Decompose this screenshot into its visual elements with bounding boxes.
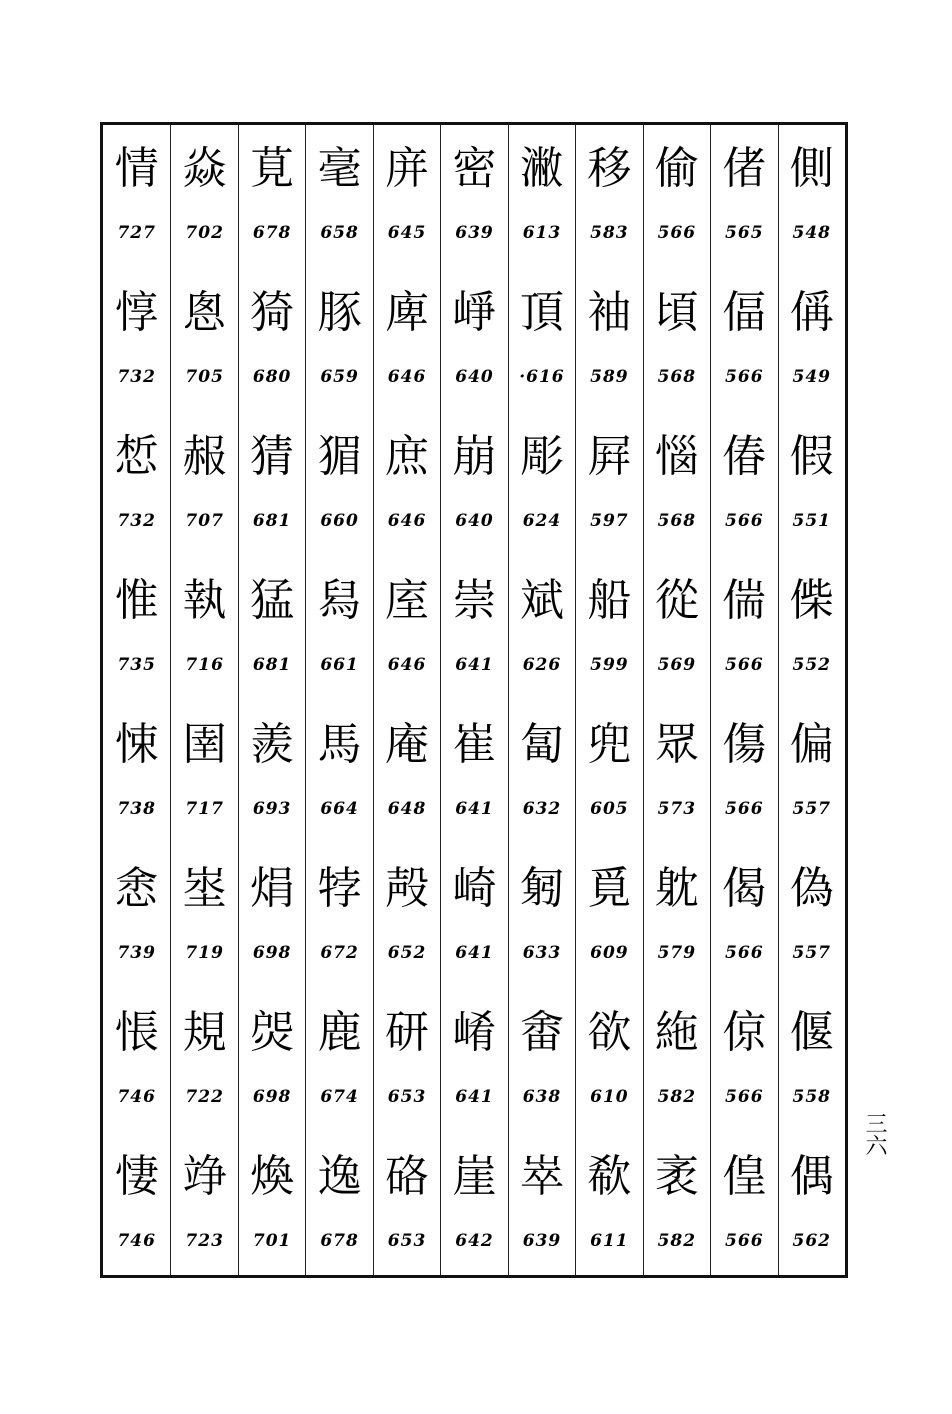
entry-page-number: 633 — [522, 943, 562, 963]
entry-character: 惱 — [654, 431, 699, 482]
entry-page-number: 680 — [252, 367, 292, 387]
entry-page-number: 638 — [522, 1087, 562, 1107]
entry-page-number: 693 — [252, 799, 292, 819]
index-column — [305, 125, 372, 1275]
entry-page-number: 646 — [387, 655, 427, 675]
entry-page-number: 732 — [117, 367, 156, 387]
entry-character: 豚 — [317, 287, 362, 338]
index-entry — [103, 125, 170, 269]
entry-page-number: 566 — [725, 655, 764, 675]
entry-character: 竫 — [182, 1151, 227, 1202]
entry-character: 偃 — [789, 1007, 834, 1058]
entry-character: 偏 — [789, 719, 834, 770]
index-entry — [779, 701, 845, 845]
index-entry — [103, 413, 170, 557]
entry-character: 逸 — [317, 1151, 362, 1202]
entry-character: 執 — [182, 575, 227, 626]
index-entry — [644, 413, 710, 557]
entry-page-number: 599 — [590, 655, 629, 675]
entry-page-number: 645 — [387, 223, 427, 243]
index-entry — [509, 989, 575, 1133]
index-entry — [711, 845, 777, 989]
entry-character: 猛 — [250, 575, 295, 626]
entry-character: 赧 — [182, 431, 227, 482]
entry-character: 莧 — [250, 143, 295, 194]
entry-page-number: 698 — [252, 1087, 292, 1107]
index-column — [508, 125, 575, 1275]
entry-character: 庳 — [385, 287, 430, 338]
entry-character: 規 — [182, 1007, 227, 1058]
entry-page-number: 681 — [252, 511, 292, 531]
entry-page-number: 552 — [792, 655, 831, 675]
index-entry — [509, 557, 575, 701]
index-entry — [441, 989, 507, 1133]
entry-character: 袤 — [654, 1151, 699, 1202]
entry-character: 絁 — [654, 1007, 699, 1058]
index-entry — [441, 269, 507, 413]
index-entry — [509, 125, 575, 269]
entry-page-number: 664 — [320, 799, 359, 819]
entry-page-number: 641 — [455, 1087, 494, 1107]
index-entry — [171, 125, 237, 269]
index-entry — [239, 413, 305, 557]
entry-character: 鹿 — [317, 1007, 362, 1058]
entry-page-number: 678 — [320, 1231, 359, 1251]
index-entry — [576, 125, 642, 269]
index-entry — [103, 557, 170, 701]
entry-character: 猜 — [250, 431, 295, 482]
index-entry — [171, 845, 237, 989]
entry-character: 崔 — [452, 719, 497, 770]
entry-page-number: 639 — [522, 1231, 562, 1251]
entry-page-number: 579 — [657, 943, 697, 963]
entry-character: 頂 — [519, 287, 564, 338]
entry-character: 馬 — [317, 719, 362, 770]
index-entry — [779, 269, 845, 413]
entry-page-number: 597 — [590, 511, 629, 531]
entry-character: 偳 — [722, 575, 767, 626]
index-entry — [171, 557, 237, 701]
index-entry — [509, 413, 575, 557]
entry-character: 偁 — [789, 287, 834, 338]
entry-page-number: 661 — [320, 655, 359, 675]
index-column — [643, 125, 710, 1275]
index-entry — [779, 845, 845, 989]
index-entry — [779, 557, 845, 701]
entry-page-number: 701 — [252, 1231, 292, 1251]
index-entry — [779, 1133, 845, 1277]
entry-character: 假 — [789, 431, 834, 482]
entry-character: 倞 — [722, 1007, 767, 1058]
index-column — [778, 125, 845, 1275]
index-entry — [374, 701, 440, 845]
entry-page-number: 727 — [117, 223, 156, 243]
entry-character: 悽 — [114, 1151, 159, 1202]
entry-page-number: 632 — [522, 799, 562, 819]
index-entry — [441, 701, 507, 845]
index-entry — [374, 413, 440, 557]
entry-character: 崇 — [452, 575, 497, 626]
index-entry — [374, 125, 440, 269]
index-entry — [644, 701, 710, 845]
entry-page-number: 583 — [590, 223, 629, 243]
entry-character: 偈 — [722, 863, 767, 914]
index-entry — [103, 845, 170, 989]
index-entry — [306, 989, 372, 1133]
index-entry — [644, 557, 710, 701]
index-entry — [239, 269, 305, 413]
entry-page-number: 738 — [117, 799, 156, 819]
index-entry — [441, 125, 507, 269]
entry-page-number: 582 — [657, 1231, 697, 1251]
entry-character: 崩 — [452, 431, 497, 482]
index-entry — [576, 269, 642, 413]
index-entry — [441, 1133, 507, 1277]
entry-page-number: 672 — [320, 943, 359, 963]
entry-character: 埊 — [182, 863, 227, 914]
entry-character: 惁 — [114, 431, 159, 482]
entry-character: 偟 — [722, 1151, 767, 1202]
index-entry — [644, 125, 710, 269]
index-entry — [374, 845, 440, 989]
entry-page-number: 717 — [185, 799, 224, 819]
entry-page-number: 605 — [590, 799, 629, 819]
entry-character: 屛 — [587, 431, 632, 482]
entry-page-number: 735 — [117, 655, 156, 675]
entry-character: 潎 — [519, 143, 564, 194]
entry-page-number: 557 — [792, 943, 831, 963]
entry-character: 舄 — [317, 575, 362, 626]
entry-character: 偽 — [789, 863, 834, 914]
entry-page-number: 719 — [185, 943, 224, 963]
entry-character: 硌 — [385, 1151, 430, 1202]
entry-character: 畬 — [519, 1007, 564, 1058]
index-entry — [509, 1133, 575, 1277]
entry-page-number: 674 — [320, 1087, 359, 1107]
entry-character: 庶 — [385, 431, 430, 482]
index-entry — [374, 989, 440, 1133]
index-entry — [441, 557, 507, 701]
index-column — [575, 125, 642, 1275]
entry-page-number: 558 — [792, 1087, 831, 1107]
entry-page-number: 568 — [657, 511, 697, 531]
index-column — [440, 125, 507, 1275]
index-entry — [779, 125, 845, 269]
index-entry — [711, 557, 777, 701]
entry-page-number: 698 — [252, 943, 292, 963]
entry-character: 斌 — [519, 575, 564, 626]
entry-page-number: 566 — [725, 367, 764, 387]
entry-page-number: 707 — [185, 511, 224, 531]
entry-character: 庢 — [385, 575, 430, 626]
entry-character: 焈 — [250, 1007, 295, 1058]
entry-character: 船 — [587, 575, 632, 626]
entry-page-number: 609 — [590, 943, 629, 963]
entry-character: 研 — [385, 1007, 430, 1058]
entry-page-number: 624 — [522, 511, 562, 531]
entry-character: 㹀 — [317, 863, 362, 914]
entry-character: 崖 — [452, 1151, 497, 1202]
entry-page-number: 573 — [657, 799, 697, 819]
index-entry — [576, 1133, 642, 1277]
entry-page-number: 659 — [320, 367, 359, 387]
entry-character: 頃 — [654, 287, 699, 338]
entry-page-number: 678 — [252, 223, 292, 243]
index-entry — [441, 845, 507, 989]
entry-page-number: 732 — [117, 511, 156, 531]
entry-page-number: 642 — [455, 1231, 494, 1251]
entry-character: 悚 — [114, 719, 159, 770]
entry-page-number: 565 — [725, 223, 764, 243]
index-entry — [779, 989, 845, 1133]
index-entry — [711, 701, 777, 845]
entry-page-number: ·616 — [519, 367, 565, 387]
entry-page-number: 641 — [455, 655, 494, 675]
entry-page-number: 562 — [792, 1231, 831, 1251]
entry-page-number: 566 — [657, 223, 697, 243]
entry-page-number: 566 — [725, 511, 764, 531]
index-entry — [374, 557, 440, 701]
entry-page-number: 681 — [252, 655, 292, 675]
entry-character: 惇 — [114, 287, 159, 338]
entry-page-number: 589 — [590, 367, 629, 387]
index-entry — [306, 557, 372, 701]
entry-character: 情 — [114, 143, 159, 194]
entry-character: 猸 — [317, 431, 362, 482]
entry-page-number: 611 — [590, 1231, 629, 1251]
entry-character: 偖 — [722, 143, 767, 194]
index-entry — [576, 989, 642, 1133]
entry-character: 偨 — [789, 575, 834, 626]
index-entry — [374, 1133, 440, 1277]
entry-character: 密 — [452, 143, 497, 194]
entry-page-number: 746 — [117, 1231, 156, 1251]
entry-page-number: 646 — [387, 511, 427, 531]
index-entry — [576, 845, 642, 989]
index-entry — [103, 269, 170, 413]
entry-character: 偆 — [722, 431, 767, 482]
entry-page-number: 569 — [657, 655, 697, 675]
entry-character: 焆 — [250, 863, 295, 914]
entry-character: 羨 — [250, 719, 295, 770]
entry-character: 欲 — [587, 1007, 632, 1058]
entry-character: 猗 — [250, 287, 295, 338]
index-entry — [306, 701, 372, 845]
index-entry — [239, 701, 305, 845]
entry-character: 側 — [789, 143, 834, 194]
entry-page-number: 746 — [117, 1087, 156, 1107]
entry-character: 袖 — [587, 287, 632, 338]
entry-character: 匑 — [519, 863, 564, 914]
index-entry — [711, 413, 777, 557]
entry-page-number: 652 — [387, 943, 427, 963]
index-entry — [644, 989, 710, 1133]
page-number: 三六 — [862, 1112, 887, 1156]
entry-page-number: 641 — [455, 943, 494, 963]
entry-character: 傷 — [722, 719, 767, 770]
entry-page-number: 702 — [185, 223, 224, 243]
entry-page-number: 640 — [455, 367, 494, 387]
entry-character: 偪 — [722, 287, 767, 338]
entry-page-number: 557 — [792, 799, 831, 819]
index-entry — [306, 1133, 372, 1277]
entry-page-number: 739 — [117, 943, 156, 963]
entry-page-number: 626 — [522, 655, 562, 675]
index-entry — [171, 1133, 237, 1277]
entry-character: 從 — [654, 575, 699, 626]
index-entry — [576, 701, 642, 845]
entry-page-number: 613 — [522, 223, 562, 243]
entry-character: 崎 — [452, 863, 497, 914]
index-entry — [171, 989, 237, 1133]
index-entry — [644, 269, 710, 413]
entry-character: 煥 — [250, 1151, 295, 1202]
index-entry — [711, 125, 777, 269]
entry-character: 覓 — [587, 863, 632, 914]
index-entry — [711, 989, 777, 1133]
entry-page-number: 658 — [320, 223, 359, 243]
index-entry — [374, 269, 440, 413]
entry-character: 偶 — [789, 1151, 834, 1202]
index-entry — [576, 557, 642, 701]
index-entry — [239, 845, 305, 989]
index-entry — [509, 845, 575, 989]
entry-character: 移 — [587, 143, 632, 194]
index-entry — [306, 125, 372, 269]
entry-page-number: 549 — [792, 367, 831, 387]
entry-character: 焱 — [182, 143, 227, 194]
index-entry — [239, 989, 305, 1133]
index-entry — [711, 269, 777, 413]
entry-character: 偷 — [654, 143, 699, 194]
entry-character: 庰 — [385, 143, 430, 194]
index-entry — [306, 269, 372, 413]
entry-page-number: 639 — [455, 223, 494, 243]
entry-page-number: 641 — [455, 799, 494, 819]
index-entry — [779, 413, 845, 557]
entry-character: 兜 — [587, 719, 632, 770]
entry-page-number: 640 — [455, 511, 494, 531]
entry-page-number: 705 — [185, 367, 224, 387]
index-column — [238, 125, 305, 1275]
index-entry — [509, 701, 575, 845]
index-entry — [644, 845, 710, 989]
index-entry — [103, 1133, 170, 1277]
index-entry — [576, 413, 642, 557]
index-entry — [509, 269, 575, 413]
index-entry — [239, 557, 305, 701]
index-column — [710, 125, 777, 1275]
entry-character: 庵 — [385, 719, 430, 770]
index-entry — [711, 1133, 777, 1277]
entry-character: 殸 — [385, 863, 430, 914]
entry-character: 躭 — [654, 863, 699, 914]
entry-page-number: 566 — [725, 1231, 764, 1251]
entry-character: 悆 — [114, 863, 159, 914]
entry-page-number: 566 — [725, 799, 764, 819]
entry-page-number: 582 — [657, 1087, 697, 1107]
entry-character: 毫 — [317, 143, 362, 194]
entry-character: 欷 — [587, 1151, 632, 1202]
entry-page-number: 653 — [387, 1231, 427, 1251]
entry-page-number: 566 — [725, 1087, 764, 1107]
index-entry — [239, 1133, 305, 1277]
index-entry — [441, 413, 507, 557]
entry-page-number: 723 — [185, 1231, 224, 1251]
entry-page-number: 648 — [387, 799, 427, 819]
entry-character: 崒 — [519, 1151, 564, 1202]
index-entry — [103, 989, 170, 1133]
entry-character: 圉 — [182, 719, 227, 770]
entry-character: 惟 — [114, 575, 159, 626]
entry-page-number: 660 — [320, 511, 359, 531]
entry-page-number: 568 — [657, 367, 697, 387]
entry-page-number: 716 — [185, 655, 224, 675]
entry-page-number: 653 — [387, 1087, 427, 1107]
index-entry — [644, 1133, 710, 1277]
index-entry — [103, 701, 170, 845]
index-entry — [239, 125, 305, 269]
index-entry — [306, 413, 372, 557]
entry-page-number: 551 — [792, 511, 831, 531]
index-column — [170, 125, 237, 1275]
entry-page-number: 566 — [725, 943, 764, 963]
character-index-table — [100, 122, 848, 1278]
entry-character: 悵 — [114, 1007, 159, 1058]
entry-character: 眾 — [654, 719, 699, 770]
index-entry — [171, 701, 237, 845]
entry-character: 悤 — [182, 287, 227, 338]
entry-page-number: 646 — [387, 367, 427, 387]
entry-page-number: 722 — [185, 1087, 224, 1107]
entry-character: 崤 — [452, 1007, 497, 1058]
entry-character: 匐 — [519, 719, 564, 770]
entry-character: 彫 — [519, 431, 564, 482]
index-column — [103, 125, 170, 1275]
index-column — [373, 125, 440, 1275]
entry-character: 崢 — [452, 287, 497, 338]
index-entry — [171, 269, 237, 413]
index-entry — [306, 845, 372, 989]
entry-page-number: 610 — [590, 1087, 629, 1107]
entry-page-number: 548 — [792, 223, 831, 243]
index-entry — [171, 413, 237, 557]
